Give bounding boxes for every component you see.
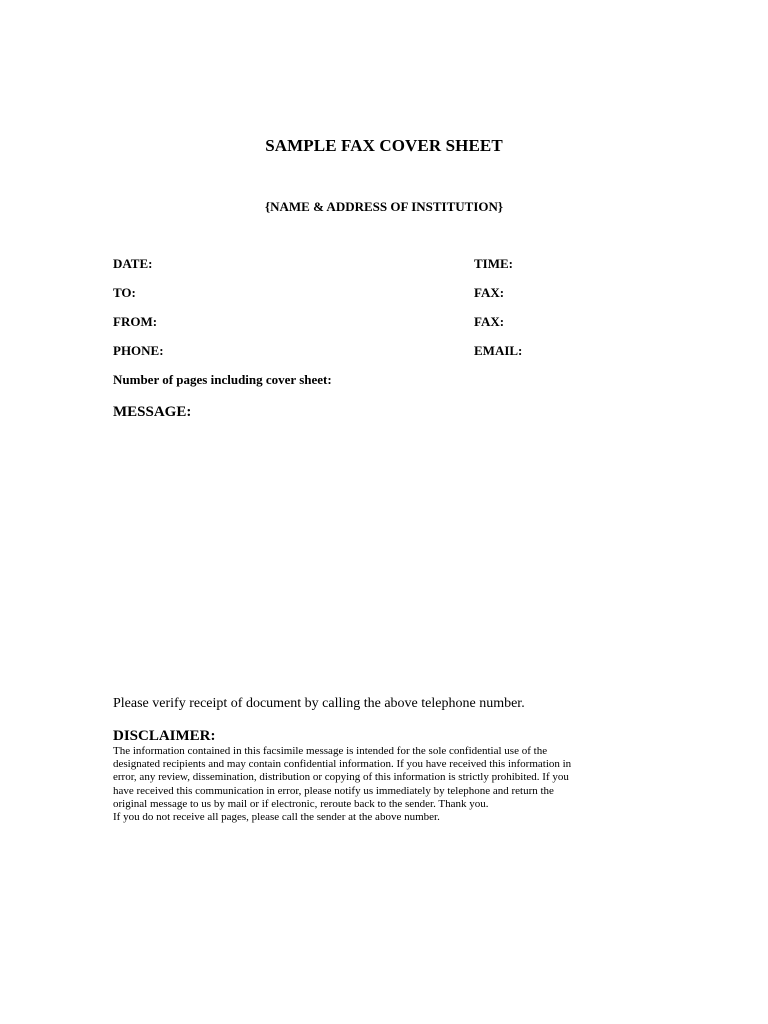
date-label: DATE: xyxy=(113,256,153,271)
time-label: TIME: xyxy=(474,256,513,271)
recipient-fax-label: FAX: xyxy=(474,285,505,300)
disclaimer-line: designated recipients and may contain confidential information. If you have received this information in xyxy=(113,758,572,771)
disclaimer-line: If you do not receive all pages, please call the sender at the above number. xyxy=(113,811,440,824)
sender-fax-label: FAX: xyxy=(474,314,505,329)
message-heading: MESSAGE: xyxy=(113,404,192,420)
page-count-label: Number of pages including cover sheet: xyxy=(113,372,332,387)
disclaimer-body xyxy=(113,745,653,824)
disclaimer-line: error, any review, dissemination, distribution or copying of this information is strictly prohibited. If you xyxy=(113,771,569,784)
institution-placeholder: {NAME & ADDRESS OF INSTITUTION} xyxy=(264,199,504,214)
disclaimer-line: The information contained in this facsimile message is intended for the sole confidential use of the xyxy=(113,745,548,757)
from-label: FROM: xyxy=(113,314,158,329)
disclaimer-heading: DISCLAIMER: xyxy=(113,728,216,744)
to-label: TO: xyxy=(113,285,136,300)
email-label: EMAIL: xyxy=(474,343,523,358)
disclaimer-line: have received this communication in error, please notify us immediately by telephone and return the xyxy=(113,784,554,797)
page-title: SAMPLE FAX COVER SHEET xyxy=(265,136,503,155)
phone-label: PHONE: xyxy=(113,343,164,358)
verify-receipt-note: Please verify receipt of document by calling the above telephone number. xyxy=(113,696,525,711)
disclaimer-line: original message to us by mail or if electronic, reroute back to the sender. Thank you. xyxy=(113,797,489,810)
